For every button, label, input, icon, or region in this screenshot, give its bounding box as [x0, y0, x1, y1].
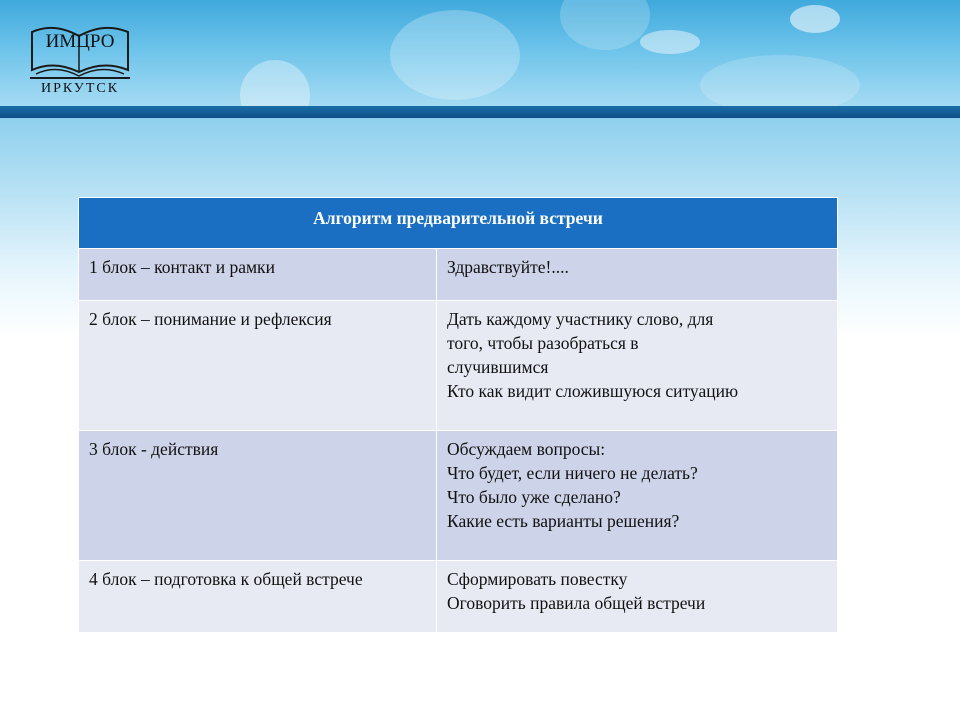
bokeh-decoration — [240, 60, 310, 108]
content-cell — [437, 561, 838, 633]
block-cell: 3 блок - действия — [79, 431, 437, 561]
table-row — [79, 431, 838, 561]
content-line: Кто как видит сложившуюся ситуацию — [447, 381, 739, 401]
content-cell — [437, 249, 838, 301]
content-line: Какие есть варианты решения? — [447, 511, 680, 531]
bokeh-decoration — [640, 30, 700, 54]
block-cell: 2 блок – понимание и рефлексия — [79, 301, 437, 431]
table-row — [79, 561, 838, 633]
algorithm-table — [78, 197, 838, 633]
bokeh-decoration — [390, 10, 520, 100]
table-row — [79, 301, 838, 431]
bokeh-decoration — [700, 55, 860, 108]
content-line: того, чтобы разобраться в — [447, 333, 639, 353]
top-banner — [0, 0, 960, 108]
header-stripe — [0, 106, 960, 118]
table-row — [79, 249, 838, 301]
open-book-icon — [24, 12, 136, 98]
logo-bottom-text: ИРКУТСК — [40, 81, 120, 96]
content-line: Что было уже сделано? — [447, 487, 621, 507]
content-line: Здравствуйте!.... — [447, 257, 569, 277]
block-cell: 4 блок – подготовка к общей встрече — [79, 561, 437, 633]
block-cell: 1 блок – контакт и рамки — [79, 249, 437, 301]
imcro-logo — [24, 12, 136, 98]
logo-top-text: ИМЦРО — [45, 31, 115, 52]
content-line: Обсуждаем вопросы: — [447, 439, 606, 459]
content-line: Оговорить правила общей встречи — [447, 593, 706, 613]
content-cell — [437, 301, 838, 431]
content-line: Сформировать повестку — [447, 569, 628, 589]
content-line: Дать каждому участнику слово, для — [447, 309, 714, 329]
bokeh-decoration — [560, 0, 650, 50]
table-title: Алгоритм предварительной встречи — [79, 198, 838, 249]
content-line: случившимся — [447, 357, 549, 377]
content-cell — [437, 431, 838, 561]
bokeh-decoration — [790, 5, 840, 33]
content-line: Что будет, если ничего не делать? — [447, 463, 698, 483]
